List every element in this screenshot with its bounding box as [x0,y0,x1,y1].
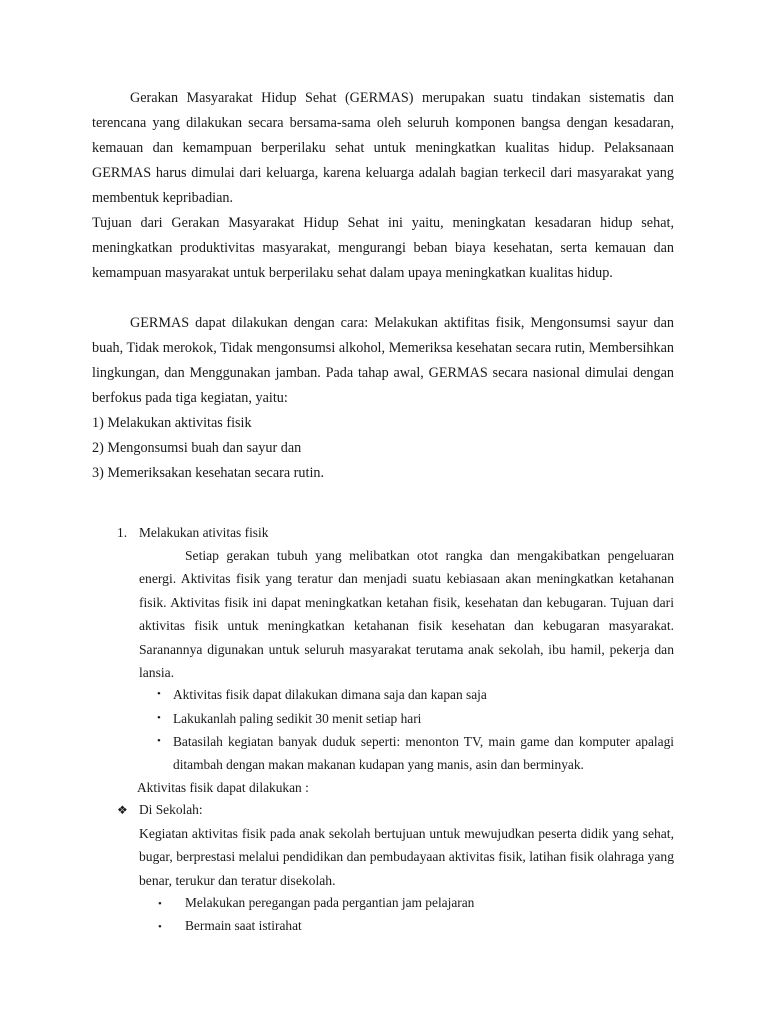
section-heading [117,522,268,544]
bullet-text: Aktivitas fisik dapat dilakukan dimana saja dan kapan saja [173,687,487,702]
subsection-paragraph: Kegiatan aktivitas fisik pada anak sekolah bertujuan untuk mewujudkan peserta didik yang sehat, bugar, berprestasi melalui pendidikan dan pembudayaan aktivitas fisik, latihan fisik olahraga yang benar, terukur dan teratur disekolah. [139,826,674,888]
intro-paragraph-germas: Gerakan Masyarakat Hidup Sehat (GERMAS) merupakan suatu tindakan sistematis dan terencana yang dilakukan secara bersama-sama oleh seluruh komponen bangsa dengan kesadaran, kemauan dan kemampuan berperilaku sehat untuk meningkatkan kualitas hidup. Pelaksanaan GERMAS harus dimulai dari keluarga, karena keluarga adalah bagian terkecil dari masyarakat yang membentuk kepribadian. [92,90,674,206]
section-paragraph: Setiap gerakan tubuh yang melibatkan otot rangka dan mengakibatkan pengeluaran energi. Aktivitas fisik yang teratur dan menjadi suatu kebiasaan akan meningkatkan ketahanan fisik. Aktivitas fisik ini dapat meningkatkan ketahan fisik, kesehatan dan kebugaran. Tujuan dari aktivitas fisik untuk meningkatkan ketahanan fisik kesehatan dan kebugaran masyarakat. Saranannya digunakan untuk seluruh masyarakat terutama anak sekolah, ibu hamil, pekerja dan lansia. [139,548,674,681]
sub-heading: Aktivitas fisik dapat dilakukan : [137,780,309,795]
subsection-title: Di Sekolah: [139,802,203,817]
bullet-text: Melakukan peregangan pada pergantian jam pelajaran [185,895,475,910]
bullet-text: Batasilah kegiatan banyak duduk seperti: menonton TV, main game dan komputer apalagi ditambah dengan makan makanan kudapan yang manis, asin dan berminyak. [173,734,674,772]
bullet-text: Bermain saat istirahat [185,918,302,933]
numbered-item-1: 1) Melakukan aktivitas fisik [92,415,252,431]
numbered-item-2: 2) Mengonsumsi buah dan sayur dan [92,440,302,456]
list-item [139,730,674,776]
bullet-text: Lakukanlah paling sedikit 30 menit setiap hari [173,711,422,726]
section-number: 1. [117,525,128,540]
section-title: Melakukan ativitas fisik [139,525,269,540]
list-item [158,914,302,939]
intro-paragraph-cara: GERMAS dapat dilakukan dengan cara: Melakukan aktifitas fisik, Mengonsumsi sayur dan buah, Tidak merokok, Tidak mengonsumsi alkohol, Memeriksa kesehatan secara rutin, Membersihkan lingkungan, dan Menggunakan jamban. Pada tahap awal, GERMAS secara nasional dimulai dengan berfokus pada tiga kegiatan, yaitu: [92,315,674,406]
bullet-icon: • [157,712,161,724]
list-item [139,707,674,730]
bullet-icon: • [157,735,161,747]
list-item [139,683,674,706]
bullet-icon: • [157,688,161,700]
bullet-icon: • [158,898,162,910]
numbered-item-3: 3) Memeriksakan kesehatan secara rutin. [92,465,325,481]
diamond-bullet-icon: ❖ [117,803,128,817]
intro-paragraph-tujuan: Tujuan dari Gerakan Masyarakat Hidup Sehat ini yaitu, meningkatan kesadaran hidup sehat, meningkatkan produktivitas masyarakat, mengurangi beban biaya kesehatan, serta kemauan dan kemampuan masyarakat untuk berperilaku sehat dalam upaya meningkatkan kualitas hidup. [92,215,674,281]
list-item [158,891,474,916]
bullet-icon: • [158,921,162,933]
subsection-heading [117,799,203,821]
